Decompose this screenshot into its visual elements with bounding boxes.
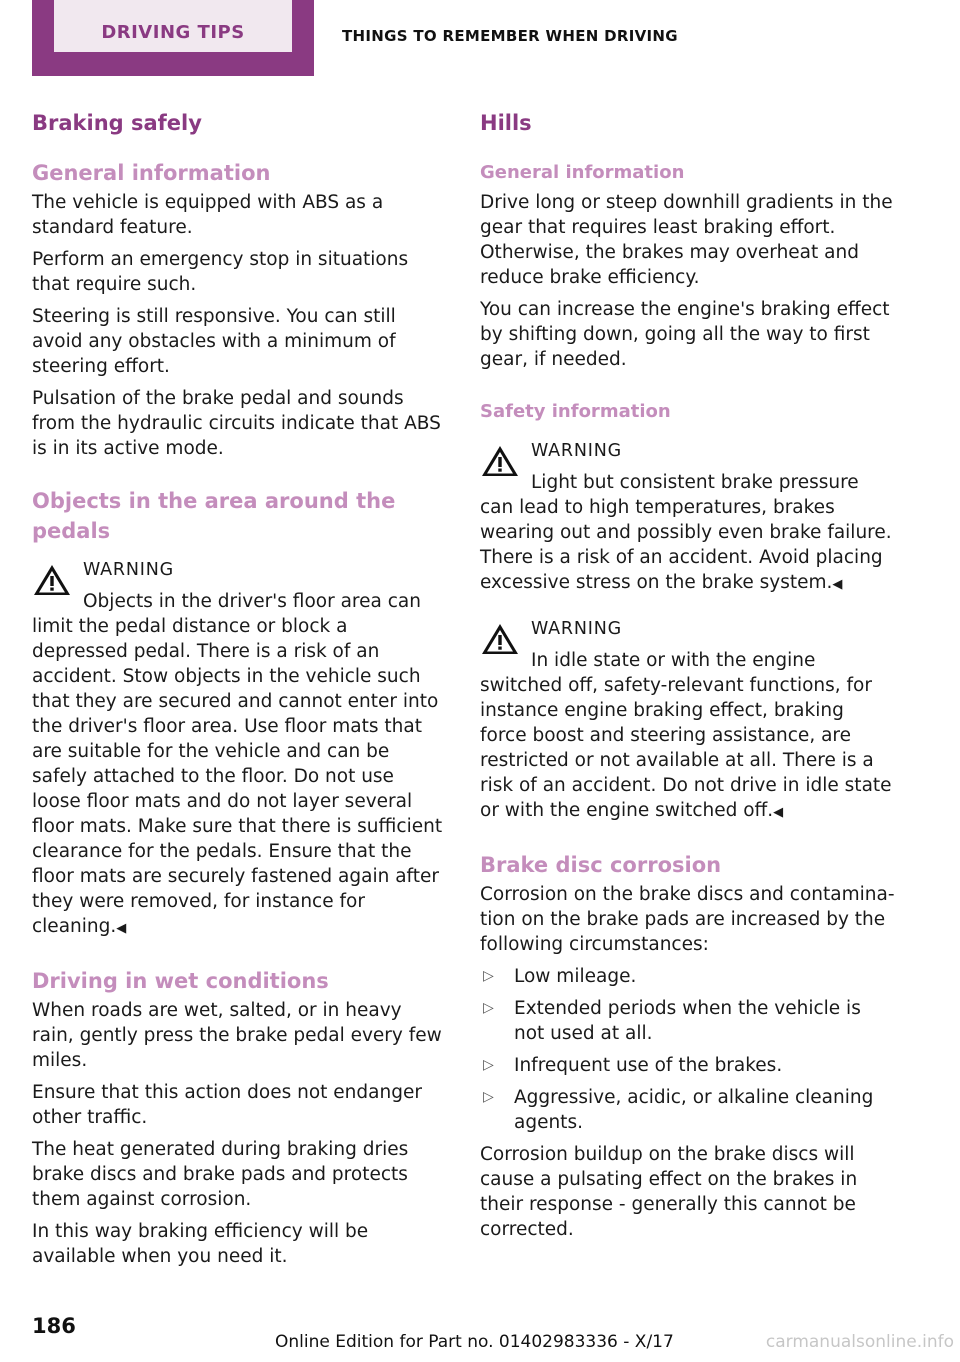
list-item: [480, 964, 896, 989]
list-item-text: Aggressive, acidic, or alkaline cleaning agents.: [514, 1087, 874, 1133]
warning-body: In idle state or with the engine switched off, safety-relevant functions, for instance engine braking effect, braking force boost and steering assistance, are restricted or not available at all. There is a risk of an accident. Do not drive in idle state or with the engine switched off.: [480, 650, 892, 821]
end-mark-icon: ◀: [832, 577, 843, 592]
paragraph: Ensure that this action does not endanger other traffic.: [32, 1082, 422, 1128]
triangle-right-bullet-icon: ▷: [483, 1057, 494, 1073]
section-title: THINGS TO REMEMBER WHEN DRIVING: [342, 27, 678, 45]
paragraph: Steering is still responsive. You can still avoid any obstacles with a minimum of steering effort.: [32, 306, 396, 377]
paragraph: Corrosion on the brake discs and contamination on the brake pads are increased by the following circumstances:: [480, 884, 895, 955]
triangle-right-bullet-icon: ▷: [483, 968, 494, 984]
warning-text: [480, 648, 896, 825]
warning-body: Objects in the driver's floor area can limit the pedal distance or block a depressed pedal. There is a risk of an accident. Stow objects in the vehicle such that they are secured and cannot enter into the driver's floor area. Use floor mats that are suitable for the vehicle and can be safely attached to the floor. Do not use loose floor mats and do not layer several floor mats. Make sure that there is sufficient clearance for the pedals. Ensure that the floor mats are securely fastened again after they were removed, for instance for cleaning.: [32, 591, 443, 937]
list-item: [480, 996, 896, 1046]
warning-title: WARNING: [83, 560, 174, 580]
triangle-right-bullet-icon: ▷: [483, 1000, 494, 1016]
list-item: [480, 1053, 896, 1078]
pedals-heading: Objects in the area around the pedals: [32, 489, 396, 543]
safety-info-heading: Safety information: [480, 401, 671, 422]
paragraph: The vehicle is equipped with ABS as a standard feature.: [32, 192, 384, 238]
warning-triangle-icon: [480, 621, 520, 657]
warning-block: [480, 617, 896, 825]
paragraph: Drive long or steep downhill gradients in the gear that requires least braking effort. Otherwise, the brakes may overheat and reduce brake efficiency.: [480, 192, 893, 288]
warning-triangle-icon: [480, 443, 520, 479]
warning-block: [480, 439, 896, 597]
braking-safely-title: Braking safely: [32, 111, 202, 135]
list-item-text: Low mileage.: [514, 966, 637, 987]
warning-title: WARNING: [531, 619, 622, 639]
warning-title: WARNING: [531, 441, 622, 461]
brake-disc-corrosion-heading: Brake disc corrosion: [480, 853, 722, 877]
paragraph: You can increase the engine's braking effect by shifting down, going all the way to first gear, if needed.: [480, 299, 890, 370]
edition-note: Online Edition for Part no. 01402983336 - X/17: [275, 1332, 674, 1352]
paragraph: Pulsation of the brake pedal and sounds from the hydraulic circuits indicate that ABS is in its active mode.: [32, 388, 441, 459]
left-column: [32, 108, 448, 1276]
chapter-tab-label: DRIVING TIPS: [101, 22, 245, 43]
end-mark-icon: ◀: [116, 921, 127, 936]
end-mark-icon: ◀: [773, 805, 784, 820]
wet-conditions-heading: Driving in wet conditions: [32, 969, 329, 993]
list-item-text: Infrequent use of the brakes.: [514, 1055, 783, 1076]
list-item: [480, 1085, 896, 1135]
warning-block: [32, 558, 448, 941]
warning-text: [32, 589, 448, 941]
right-column: [480, 108, 896, 1249]
hills-title: Hills: [480, 111, 532, 135]
paragraph: In this way braking efficiency will be available when you need it.: [32, 1221, 369, 1267]
page-number: 186: [32, 1314, 76, 1338]
list-item-text: Extended periods when the vehicle is not used at all.: [514, 998, 861, 1044]
warning-text: [480, 470, 896, 597]
general-info-heading: General information: [32, 161, 271, 185]
general-info-heading: General information: [480, 162, 685, 183]
paragraph: Corrosion buildup on the brake discs will cause a pulsating effect on the brakes in their response - generally this cannot be corrected.: [480, 1144, 858, 1240]
paragraph: When roads are wet, salted, or in heavy rain, gently press the brake pedal every few miles.: [32, 1000, 442, 1071]
warning-body: Light but consistent brake pressure can lead to high temperatures, brakes wearing out and possibly even brake failure. There is a risk of an accident. Avoid placing excessive stress on the brake system.: [480, 472, 892, 593]
circumstances-list: [480, 964, 896, 1135]
watermark: carmanualsonline.info: [765, 1332, 954, 1352]
header-tab-inner: [54, 0, 292, 52]
paragraph: Perform an emergency stop in situations that require such.: [32, 249, 409, 295]
header-tab: [32, 0, 314, 76]
triangle-right-bullet-icon: ▷: [483, 1089, 494, 1105]
warning-triangle-icon: [32, 562, 72, 598]
paragraph: The heat generated during braking dries brake discs and brake pads and protects them against corrosion.: [32, 1139, 409, 1210]
